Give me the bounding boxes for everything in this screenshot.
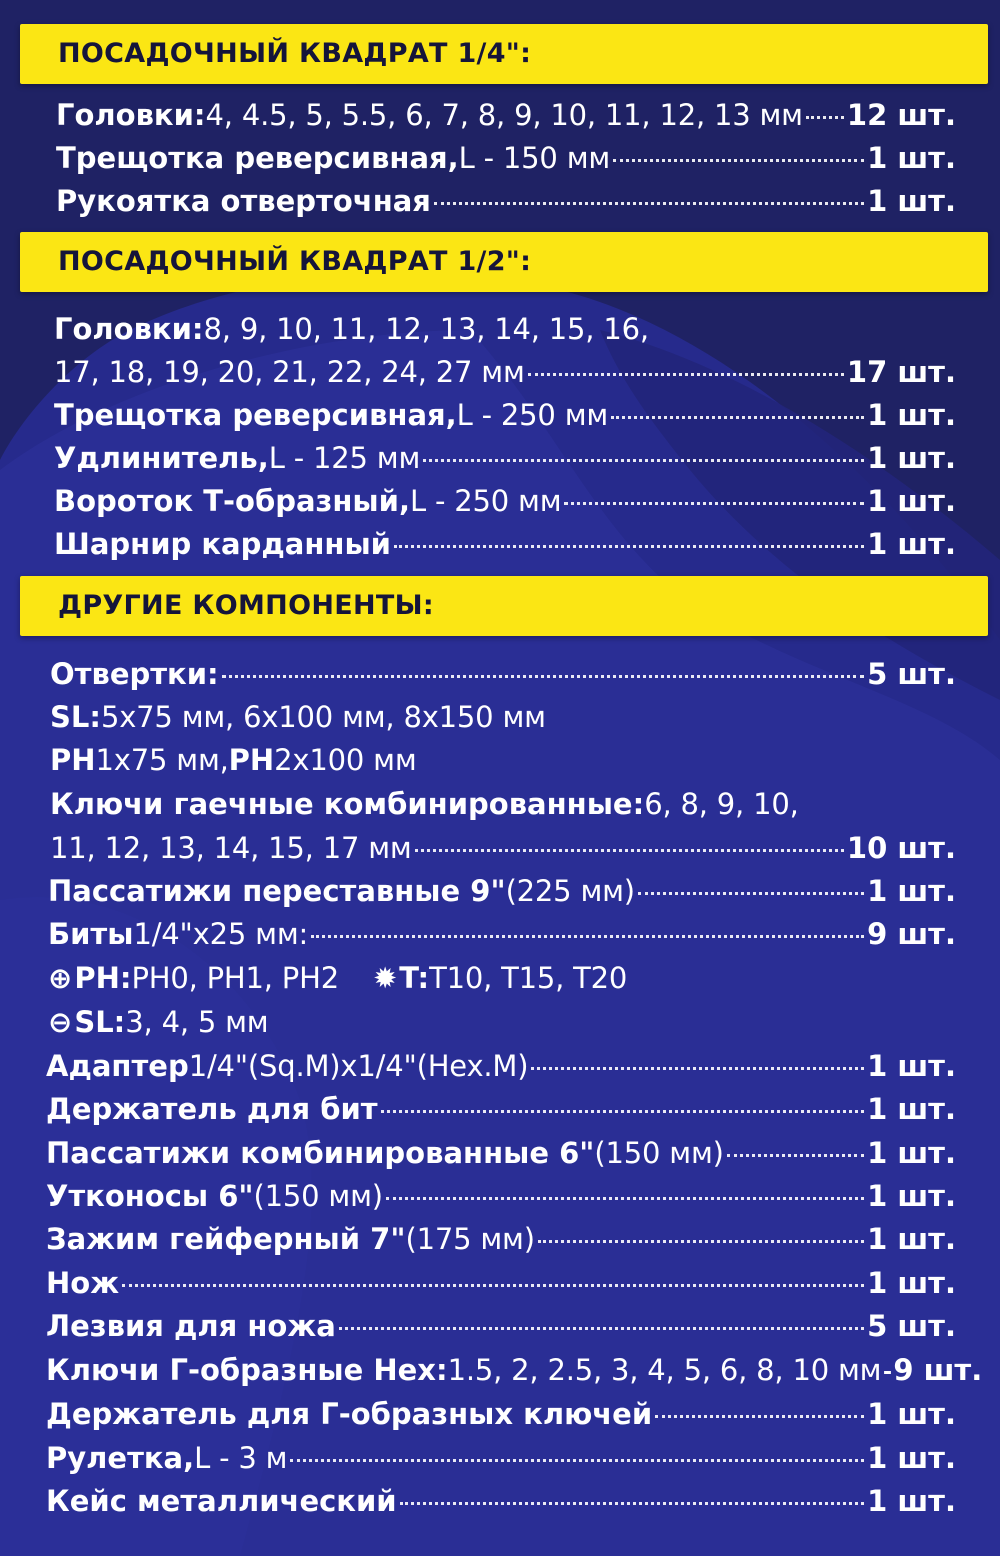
item-name: Держатель для Г-образных ключей	[46, 1397, 653, 1431]
dot-leader	[122, 1284, 864, 1287]
item-spec: L - 250 мм	[456, 398, 609, 432]
dot-leader	[415, 849, 844, 852]
list-item	[54, 438, 956, 478]
dot-leader	[613, 159, 864, 162]
item-quantity: 9 шт.	[867, 917, 956, 951]
list-item	[50, 828, 956, 868]
item-name: Рукоятка отверточная	[56, 184, 431, 218]
item-quantity: 12 шт.	[846, 98, 956, 132]
item-quantity: 1 шт.	[867, 1092, 956, 1126]
list-item	[50, 740, 417, 780]
dot-leader	[290, 1459, 864, 1462]
list-item	[54, 481, 956, 521]
dot-leader	[638, 892, 864, 895]
item-quantity: 1 шт.	[867, 441, 956, 475]
item-name: Головки:	[54, 312, 204, 346]
item-quantity: 1 шт.	[867, 484, 956, 518]
item-quantity: 1 шт.	[867, 1222, 956, 1256]
dot-leader	[538, 1240, 864, 1243]
dot-leader	[222, 675, 864, 678]
item-spec: 4, 4.5, 5, 5.5, 6, 7, 8, 9, 10, 11, 12, 13 мм	[205, 98, 803, 132]
item-name: PH	[50, 743, 96, 777]
item-spec: 1/4"x25 мм:	[133, 917, 309, 951]
list-item	[54, 309, 649, 349]
item-spec: 1.5, 2, 2.5, 3, 4, 5, 6, 8, 10 мм	[447, 1353, 882, 1387]
item-spec: (175 мм)	[405, 1222, 535, 1256]
list-item	[46, 1176, 956, 1216]
item-quantity: 1 шт.	[867, 1179, 956, 1213]
item-spec: 1x75 мм,	[95, 743, 229, 777]
list-item	[46, 1350, 983, 1390]
dot-leader	[423, 459, 864, 462]
list-item	[46, 1046, 956, 1086]
item-spec: 8, 9, 10, 11, 12, 13, 14, 15, 16,	[203, 312, 649, 346]
item-spec: L - 125 мм	[268, 441, 421, 475]
item-spec: L - 150 мм	[458, 141, 611, 175]
dot-leader	[386, 1197, 864, 1200]
item-quantity: 1 шт.	[867, 1441, 956, 1475]
list-item	[50, 654, 956, 694]
dot-leader	[884, 1371, 890, 1374]
item-name: Лезвия для ножа	[46, 1309, 336, 1343]
item-name: Ключи гаечные комбинированные:	[50, 787, 645, 821]
item-quantity: 1 шт.	[867, 1397, 956, 1431]
item-name: Удлинитель,	[54, 441, 269, 475]
dot-leader	[528, 373, 844, 376]
dot-leader	[806, 116, 844, 119]
item-name: Пассатижи переставные 9"	[48, 874, 506, 908]
list-item	[46, 1481, 956, 1521]
item-name: Трещотка реверсивная,	[54, 398, 457, 432]
item-spec: 5x75 мм, 6x100 мм, 8x150 мм	[100, 700, 546, 734]
item-name: Трещотка реверсивная,	[56, 141, 459, 175]
list-item	[48, 958, 627, 998]
list-item	[54, 395, 956, 435]
list-item	[54, 524, 956, 564]
section-banner: ПОСАДОЧНЫЙ КВАДРАТ 1/4":	[20, 24, 988, 84]
item-name: Кейс металлический	[46, 1484, 397, 1518]
item-name: SL:	[74, 1005, 126, 1039]
list-item	[50, 697, 546, 737]
dot-leader	[400, 1502, 864, 1505]
item-spec: 1/4"(Sq.M)x1/4"(Hex.M)	[188, 1049, 529, 1083]
section-banner: ДРУГИЕ КОМПОНЕНТЫ:	[20, 576, 988, 636]
dot-leader	[394, 545, 864, 548]
item-name: PH	[228, 743, 275, 777]
dot-leader	[564, 502, 864, 505]
section-banner: ПОСАДОЧНЫЙ КВАДРАТ 1/2":	[20, 232, 988, 292]
item-quantity: 1 шт.	[867, 1266, 956, 1300]
item-quantity: 17 шт.	[846, 355, 956, 389]
item-quantity: 1 шт.	[867, 184, 956, 218]
item-quantity: 5 шт.	[867, 657, 956, 691]
item-name: Вороток Т-образный,	[54, 484, 410, 518]
item-name: Ключи Г-образные Hex:	[46, 1353, 448, 1387]
list-item	[46, 1438, 956, 1478]
item-spec: 3, 4, 5 мм	[125, 1005, 269, 1039]
list-item	[56, 138, 956, 178]
item-spec: PH0, PH1, PH2	[131, 961, 339, 995]
item-quantity: 10 шт.	[846, 831, 956, 865]
dot-leader	[311, 935, 864, 938]
item-name: Шарнир карданный	[54, 527, 391, 561]
item-spec: 11, 12, 13, 14, 15, 17 мм	[50, 831, 412, 865]
dot-leader	[531, 1067, 864, 1070]
item-spec: (225 мм)	[505, 874, 635, 908]
item-spec: L - 250 мм	[410, 484, 562, 518]
item-quantity: 5 шт.	[867, 1309, 956, 1343]
item-spec: T10, T15, T20	[429, 961, 628, 995]
item-name: PH:	[74, 961, 132, 995]
item-name: Пассатижи комбинированные 6"	[46, 1136, 595, 1170]
dot-leader	[381, 1110, 865, 1113]
torx-icon: ✹	[372, 961, 398, 995]
item-quantity: 1 шт.	[867, 1049, 956, 1083]
item-spec: (150 мм)	[253, 1179, 383, 1213]
item-quantity: 1 шт.	[867, 527, 956, 561]
item-spec: 6, 8, 9, 10,	[644, 787, 799, 821]
item-spec: L - 3 м	[194, 1441, 288, 1475]
item-quantity: 1 шт.	[867, 398, 956, 432]
item-name: Зажим гейферный 7"	[46, 1222, 406, 1256]
item-spec: 2x100 мм	[274, 743, 417, 777]
item-quantity: 1 шт.	[867, 141, 956, 175]
item-name: Биты	[48, 917, 134, 951]
list-item	[48, 871, 956, 911]
dot-leader	[434, 202, 864, 205]
dot-leader	[727, 1154, 864, 1157]
list-item	[48, 914, 956, 954]
list-item	[48, 1002, 268, 1042]
list-item	[56, 181, 956, 221]
item-name: Утконосы 6"	[46, 1179, 254, 1213]
item-quantity: 1 шт.	[867, 1484, 956, 1518]
list-item	[46, 1394, 956, 1434]
item-spec: (150 мм)	[594, 1136, 724, 1170]
list-item	[46, 1263, 956, 1303]
dot-leader	[611, 416, 864, 419]
item-name: Головки:	[56, 98, 206, 132]
item-name: T:	[399, 961, 430, 995]
dot-leader	[655, 1415, 864, 1418]
list-item	[46, 1306, 956, 1346]
list-item	[46, 1089, 956, 1129]
item-name: Нож	[46, 1266, 120, 1300]
list-item	[56, 95, 956, 135]
item-name: SL:	[50, 700, 101, 734]
item-name: Рулетка,	[46, 1441, 195, 1475]
item-name: Отвертки:	[50, 657, 219, 691]
item-name: Держатель для бит	[46, 1092, 378, 1126]
list-item	[54, 352, 956, 392]
item-quantity: 1 шт.	[867, 874, 956, 908]
item-name: Адаптер	[46, 1049, 189, 1083]
item-spec: 17, 18, 19, 20, 21, 22, 24, 27 мм	[54, 355, 525, 389]
list-item	[46, 1133, 956, 1173]
item-quantity: 9 шт.	[893, 1353, 983, 1387]
item-quantity: 1 шт.	[867, 1136, 956, 1170]
list-item	[46, 1219, 956, 1259]
dot-leader	[339, 1327, 864, 1330]
slotted-icon: ⊖	[48, 1005, 73, 1039]
phillips-icon: ⊕	[48, 961, 73, 995]
list-item	[50, 784, 799, 824]
